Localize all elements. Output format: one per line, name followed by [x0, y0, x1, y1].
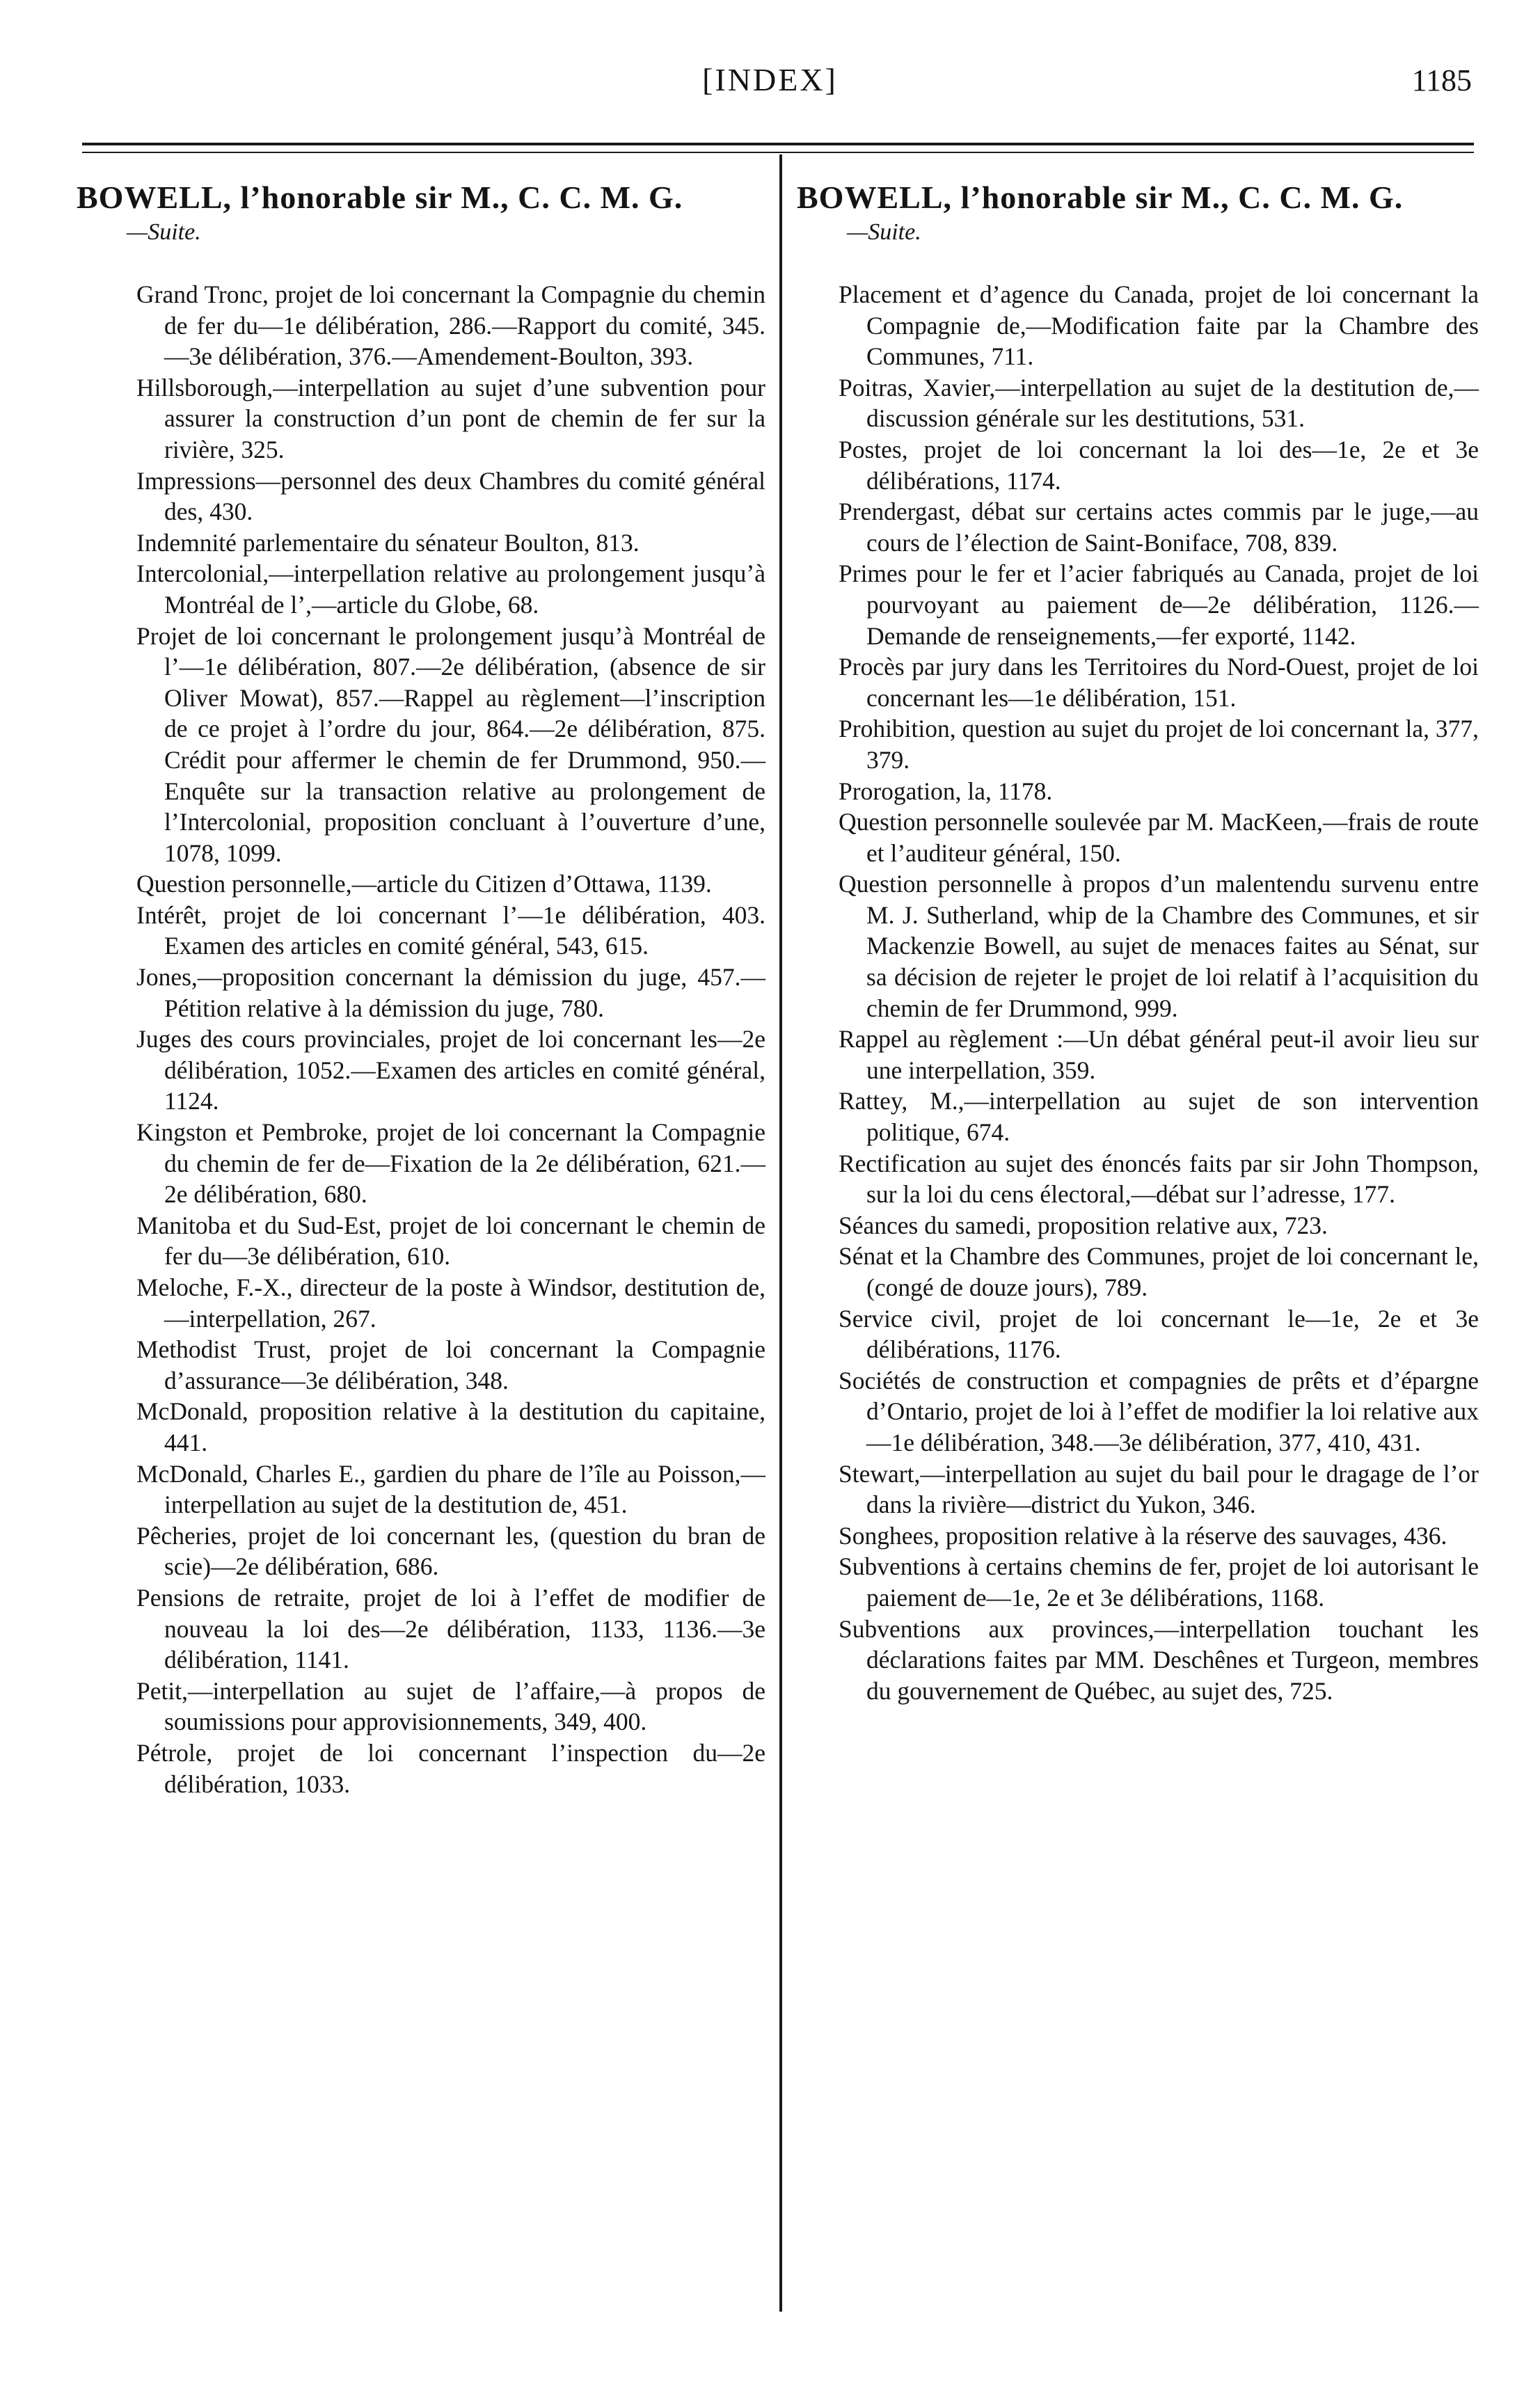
- index-entry: Pêcheries, projet de loi concernant les, (question du bran de scie)—2e délibération, 686.: [136, 1521, 765, 1581]
- index-entry: Placement et d’agence du Canada, projet de loi concernant la Compagnie de,—Modification faite par la Chambre des Communes, 711.: [839, 280, 1479, 371]
- column-divider: [779, 154, 782, 2312]
- right-column-heading: BOWELL, l’honorable sir M., C. C. M. G.: [797, 180, 1404, 215]
- index-entry: Rectification au sujet des énoncés faits par sir John Thompson, sur la loi du cens électoral,—débat sur l’adresse, 177.: [839, 1149, 1479, 1209]
- index-entry: Juges des cours provinciales, projet de loi concernant les—2e délibération, 1052.—Examen des articles en comité général, 1124.: [136, 1025, 765, 1115]
- index-entry: Pensions de retraite, projet de loi à l’effet de modifier de nouveau la loi des—2e délibération, 1133, 1136.—3e délibération, 1141.: [136, 1583, 765, 1674]
- index-entry: Postes, projet de loi concernant la loi des—1e, 2e et 3e délibérations, 1174.: [839, 435, 1479, 495]
- index-entry: Subventions à certains chemins de fer, projet de loi autorisant le paiement de—1e, 2e et 3e délibérations, 1168.: [839, 1552, 1479, 1612]
- index-entry: Stewart,—interpellation au sujet du bail pour le dragage de l’or dans la rivière—district du Yukon, 346.: [839, 1459, 1479, 1519]
- index-entry: Pétrole, projet de loi concernant l’inspection du—2e délibération, 1033.: [136, 1738, 765, 1798]
- index-entry: Sénat et la Chambre des Communes, projet de loi concernant le, (congé de douze jours), 789.: [839, 1242, 1479, 1301]
- index-entry: Séances du samedi, proposition relative aux, 723.: [839, 1211, 1328, 1239]
- index-entry: McDonald, proposition relative à la destitution du capitaine, 441.: [136, 1397, 765, 1456]
- index-entry: Meloche, F.-X., directeur de la poste à Windsor, destitution de,—interpellation, 267.: [136, 1273, 765, 1333]
- index-entry: Songhees, proposition relative à la réserve des sauvages, 436.: [839, 1521, 1447, 1550]
- left-column-suite: —Suite.: [127, 219, 201, 245]
- index-entry: Intercolonial,—interpellation relative au prolongement jusqu’à Montréal de l’,—article du Globe, 68.: [136, 559, 765, 619]
- index-entry: Intérêt, projet de loi concernant l’—1e délibération, 403. Examen des articles en comité général, 543, 615.: [136, 900, 765, 960]
- index-entry: Service civil, projet de loi concernant le—1e, 2e et 3e délibérations, 1176.: [839, 1304, 1479, 1364]
- left-column-heading: BOWELL, l’honorable sir M., C. C. M. G.: [77, 180, 683, 215]
- header-rule-top: [82, 143, 1474, 145]
- index-entry: Prendergast, débat sur certains actes commis par le juge,—au cours de l’élection de Saint-Boniface, 708, 839.: [839, 498, 1479, 557]
- page-number: 1185: [1411, 63, 1472, 97]
- index-entry: Sociétés de construction et compagnies de prêts et d’épargne d’Ontario, projet de loi à l’effet de modifier la loi relative aux—1e délibération, 348.—3e délibération, 377, 410, 431.: [839, 1366, 1479, 1456]
- index-entry: Projet de loi concernant le prolongement jusqu’à Montréal de l’—1e délibération, 807.—2e délibération, (absence de sir Oliver Mowat), 857.—Rappel au règlement—l’inscription de ce projet à l’ordre du jour, 864.—2e délibération, 875. Crédit pour affermer le chemin de fer Drummond, 950.—Enquête sur la transaction relative au prolongement de l’Intercolonial, proposition concluant à l’ouverture d’une, 1078, 1099.: [136, 621, 765, 867]
- header-title: [INDEX]: [702, 62, 838, 97]
- index-entry: Rattey, M.,—interpellation au sujet de son intervention politique, 674.: [839, 1087, 1479, 1147]
- index-entry: Procès par jury dans les Territoires du Nord-Ouest, projet de loi concernant les—1e délibération, 151.: [839, 653, 1479, 712]
- left-entry-list: [77, 279, 765, 1799]
- index-entry: Question personnelle soulevée par M. MacKeen,—frais de route et l’auditeur général, 150.: [839, 808, 1479, 867]
- index-entry: Prohibition, question au sujet du projet de loi concernant la, 377, 379.: [839, 715, 1479, 774]
- header-rule-bottom: [82, 152, 1474, 153]
- index-entry: Kingston et Pembroke, projet de loi concernant la Compagnie du chemin de fer de—Fixation de la 2e délibération, 621.—2e délibération, 680.: [136, 1118, 765, 1209]
- index-entry: Subventions aux provinces,—interpellation touchant les déclarations faites par MM. Deschênes et Turgeon, membres du gouvernement de Québec, au sujet des, 725.: [839, 1614, 1479, 1705]
- index-entry: Rappel au règlement :—Un débat général peut-il avoir lieu sur une interpellation, 359.: [839, 1025, 1479, 1084]
- index-entry: McDonald, Charles E., gardien du phare de l’île au Poisson,—interpellation au sujet de la destitution de, 451.: [136, 1459, 765, 1519]
- right-column-suite: —Suite.: [847, 219, 921, 245]
- index-entry: Prorogation, la, 1178.: [839, 777, 1053, 805]
- index-entry: Manitoba et du Sud-Est, projet de loi concernant le chemin de fer du—3e délibération, 610.: [136, 1211, 765, 1271]
- index-entry: Jones,—proposition concernant la démission du juge, 457.—Pétition relative à la démission du juge, 780.: [136, 963, 765, 1022]
- index-entry: Poitras, Xavier,—interpellation au sujet de la destitution de,—discussion générale sur les destitutions, 531.: [839, 373, 1479, 433]
- right-entry-list: [797, 279, 1479, 1706]
- right-column: [797, 177, 1479, 1706]
- index-entry: Question personnelle,—article du Citizen d’Ottawa, 1139.: [136, 870, 712, 898]
- index-entry: Impressions—personnel des deux Chambres du comité général des, 430.: [136, 466, 765, 526]
- index-entry: Hillsborough,—interpellation au sujet d’une subvention pour assurer la construction d’un pont de chemin de fer sur la rivière, 325.: [136, 373, 765, 463]
- left-column: [77, 177, 765, 1799]
- index-entry: Question personnelle à propos d’un malentendu survenu entre M. J. Sutherland, whip de la Chambre des Communes, et sir Mackenzie Bowell, au sujet de menaces faites au Sénat, sur sa décision de rejeter le projet de loi relatif à l’acquisition du chemin de fer Drummond, 999.: [839, 870, 1479, 1022]
- index-entry: Indemnité parlementaire du sénateur Boulton, 813.: [136, 528, 640, 557]
- index-entry: Grand Tronc, projet de loi concernant la Compagnie du chemin de fer du—1e délibération, 286.—Rapport du comité, 345.—3e délibération, 376.—Amendement-Boulton, 393.: [136, 280, 765, 371]
- index-entry: Methodist Trust, projet de loi concernant la Compagnie d’assurance—3e délibération, 348.: [136, 1335, 765, 1394]
- index-entry: Primes pour le fer et l’acier fabriqués au Canada, projet de loi pourvoyant au paiement de—2e délibération, 1126.—Demande de renseignements,—fer exporté, 1142.: [839, 559, 1479, 650]
- index-entry: Petit,—interpellation au sujet de l’affaire,—à propos de soumissions pour approvisionnements, 349, 400.: [136, 1676, 765, 1736]
